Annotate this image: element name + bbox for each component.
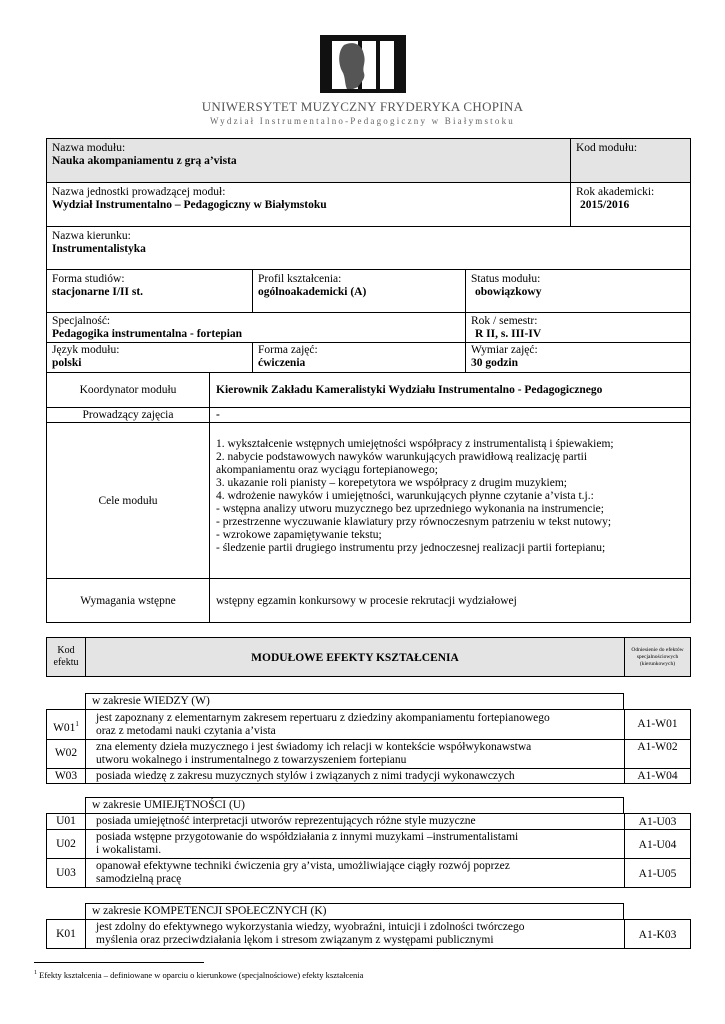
profile-label: Profil kształcenia: — [258, 273, 342, 285]
module-code-label: Kod modułu: — [576, 142, 638, 154]
status-cell — [465, 269, 691, 313]
university-logo — [318, 33, 408, 95]
goal-line: - śledzenie partii drugiego instrumentu przy jednoczesnej realizacji partii fortepianu; — [216, 542, 606, 554]
semester-label: Rok / semestr: — [471, 315, 538, 327]
unit-value: Wydział Instrumentalno – Pedagogiczny w Białymstoku — [52, 199, 327, 211]
hours-value: 30 godzin — [471, 357, 518, 369]
effect-ref: A1-U05 — [624, 858, 691, 888]
effect-line: zna elementy dzieła muzycznego i jest świadomy ich relacji w kontekście współwykonawstwa — [96, 741, 532, 753]
effect-description — [85, 829, 625, 859]
effect-ref: A1-W01 — [624, 709, 691, 740]
coord-label: Koordynator modułu — [46, 372, 210, 408]
effect-ref: A1-W02 — [624, 739, 691, 769]
footnote-mark: 1 — [34, 970, 37, 976]
effect-line: posiada wstępne przygotowanie do współdziałania z innymi muzykami –instrumentalistami — [96, 831, 519, 843]
effects-ref-header — [624, 637, 691, 677]
effect-code — [46, 709, 86, 740]
form-cell — [46, 269, 253, 313]
goal-line: 3. ukazanie roli pianisty – korepetytora we współpracy z drugim muzykiem; — [216, 477, 567, 489]
status-value: obowiązkowy — [475, 286, 542, 298]
unit-cell — [46, 182, 571, 227]
lang-value: polski — [52, 357, 82, 369]
skills-section-title: w zakresie UMIEJĘTNOŚCI (U) — [85, 797, 624, 814]
effect-code: W02 — [46, 739, 86, 769]
form-value: stacjonarne I/II st. — [52, 286, 144, 298]
goals-label: Cele modułu — [46, 422, 210, 579]
year-cell — [570, 182, 691, 227]
hours-cell — [465, 342, 691, 373]
effects-code-header-2: efektu — [53, 657, 79, 668]
semester-value: R II, s. III-IV — [475, 328, 542, 340]
classes-label: Forma zajęć: — [258, 344, 318, 356]
req-label: Wymagania wstępne — [46, 578, 210, 623]
effect-description — [85, 739, 625, 769]
knowledge-section-title: w zakresie WIEDZY (W) — [85, 693, 624, 710]
effect-line: utworu wokalnego i instrumentalnego z towarzyszeniem fortepianu — [96, 754, 407, 766]
req-value: wstępny egzamin konkursowy w procesie rekrutacji wydziałowej — [209, 578, 691, 623]
field-label: Nazwa kierunku: — [52, 230, 131, 242]
goal-line: akompaniamentu oraz wyciągu fortepianowego; — [216, 464, 438, 476]
effect-code: K01 — [46, 919, 86, 949]
goal-line: - przestrzenne wyczuwanie klawiatury przy równoczesnym patrzeniu w tekst nutowy; — [216, 516, 612, 528]
footnote — [34, 968, 674, 980]
year-label: Rok akademicki: — [576, 186, 655, 198]
goal-line: - wstępna analizy utworu muzycznego bez uprzedniego wykonania na instrumencie; — [216, 503, 604, 515]
classes-value: ćwiczenia — [258, 357, 306, 369]
effect-code: W03 — [46, 768, 86, 784]
effects-title: MODUŁOWE EFEKTY KSZTAŁCENIA — [85, 637, 625, 677]
effect-line: jest zdolny do efektywnego wykorzystania wiedzy, wyobraźni, intuicji i zdolności twórczego — [96, 921, 525, 933]
effect-line: opanował efektywne techniki ćwiczenia gry a’vista, umożliwiające ciągły rozwój poprzez — [96, 860, 510, 872]
classes-cell — [252, 342, 466, 373]
effects-code-header-1: Kod — [57, 645, 75, 656]
effect-ref: A1-W04 — [624, 768, 691, 784]
effects-ref-header-3: (kierunkowych) — [639, 661, 676, 667]
effect-line: oraz z metodami nauki czytania a’vista — [96, 725, 276, 737]
goal-line: 2. nabycie podstawowych nawyków warunkujących prawidłową realizację partii — [216, 451, 588, 463]
hours-label: Wymiar zajęć: — [471, 344, 538, 356]
module-name-label: Nazwa modułu: — [52, 142, 126, 154]
coord-value: Kierownik Zakładu Kameralistyki Wydziału Instrumentalno - Pedagogicznego — [209, 372, 691, 408]
goals-cell — [209, 422, 691, 579]
effect-description: posiada umiejętność interpretacji utworów reprezentujących różne style muzyczne — [85, 813, 625, 830]
effect-description — [85, 858, 625, 888]
effect-line: jest zapoznany z elementarnym zakresem repertuaru z dziedziny akompaniamentu fortepianowego — [96, 712, 550, 724]
effect-description: posiada wiedzę z zakresu muzycznych stylów i związanych z nimi tradycji wykonawczych — [85, 768, 625, 784]
effect-code: U02 — [46, 829, 86, 859]
spec-value: Pedagogika instrumentalna - fortepian — [52, 328, 243, 340]
footnote-divider — [34, 962, 204, 963]
social-section-title: w zakresie KOMPETENCJI SPOŁECZNYCH (K) — [85, 903, 624, 920]
university-name: UNIWERSYTET MUZYCZNY FRYDERYKA CHOPINA — [201, 99, 524, 114]
semester-cell — [465, 312, 691, 343]
status-label: Status modułu: — [471, 273, 541, 285]
effect-ref: A1-U04 — [624, 829, 691, 859]
effect-code-text: W01 — [53, 721, 76, 734]
field-value: Instrumentalistyka — [52, 243, 146, 255]
goal-line: 1. wykształcenie wstępnych umiejętności współpracy z instrumentalistą i śpiewakiem; — [216, 438, 614, 450]
unit-label: Nazwa jednostki prowadzącej moduł: — [52, 186, 226, 198]
field-cell — [46, 226, 691, 270]
effect-line: myślenia oraz przeciwdziałania lękom i stresom związanym z występami publicznymi — [96, 934, 494, 946]
effect-ref: A1-U03 — [624, 813, 691, 830]
faculty-name: Wydział Instrumentalno-Pedagogiczny w Białymstoku — [210, 116, 515, 126]
effect-line: samodzielną pracę — [96, 873, 182, 885]
module-code-cell — [570, 138, 691, 183]
profile-value: ogólnoakademicki (A) — [258, 286, 367, 298]
effects-ref-header-1: Odniesienie do efektów — [631, 647, 684, 653]
effect-code: U01 — [46, 813, 86, 830]
lang-cell — [46, 342, 253, 373]
effect-description — [85, 709, 625, 740]
spec-cell — [46, 312, 466, 343]
footnote-ref: 1 — [75, 720, 79, 728]
goal-line: - wzrokowe zapamiętywanie tekstu; — [216, 529, 382, 541]
teacher-label: Prowadzący zajęcia — [46, 407, 210, 423]
goal-line: 4. wdrożenie nawyków i umiejętności, warunkujących płynne czytanie a’vista t.j.: — [216, 490, 594, 502]
effect-line: i wokalistami. — [96, 844, 162, 856]
effects-code-header — [46, 637, 86, 677]
spec-label: Specjalność: — [52, 315, 111, 327]
form-label: Forma studiów: — [52, 273, 125, 285]
effect-description — [85, 919, 625, 949]
footnote-text: Efekty kształcenia – definiowane w oparciu o kierunkowe (specjalnościowe) efekty kształcenia — [39, 969, 364, 980]
module-name-cell — [46, 138, 571, 183]
teacher-value: - — [209, 407, 691, 423]
profile-cell — [252, 269, 466, 313]
lang-label: Język modułu: — [52, 344, 120, 356]
effects-ref-header-2: specjalnościowych — [636, 654, 679, 660]
module-name: Nauka akompaniamentu z grą a’vista — [52, 155, 237, 167]
year-value: 2015/2016 — [580, 199, 630, 211]
effect-code: U03 — [46, 858, 86, 888]
effect-ref: A1-K03 — [624, 919, 691, 949]
